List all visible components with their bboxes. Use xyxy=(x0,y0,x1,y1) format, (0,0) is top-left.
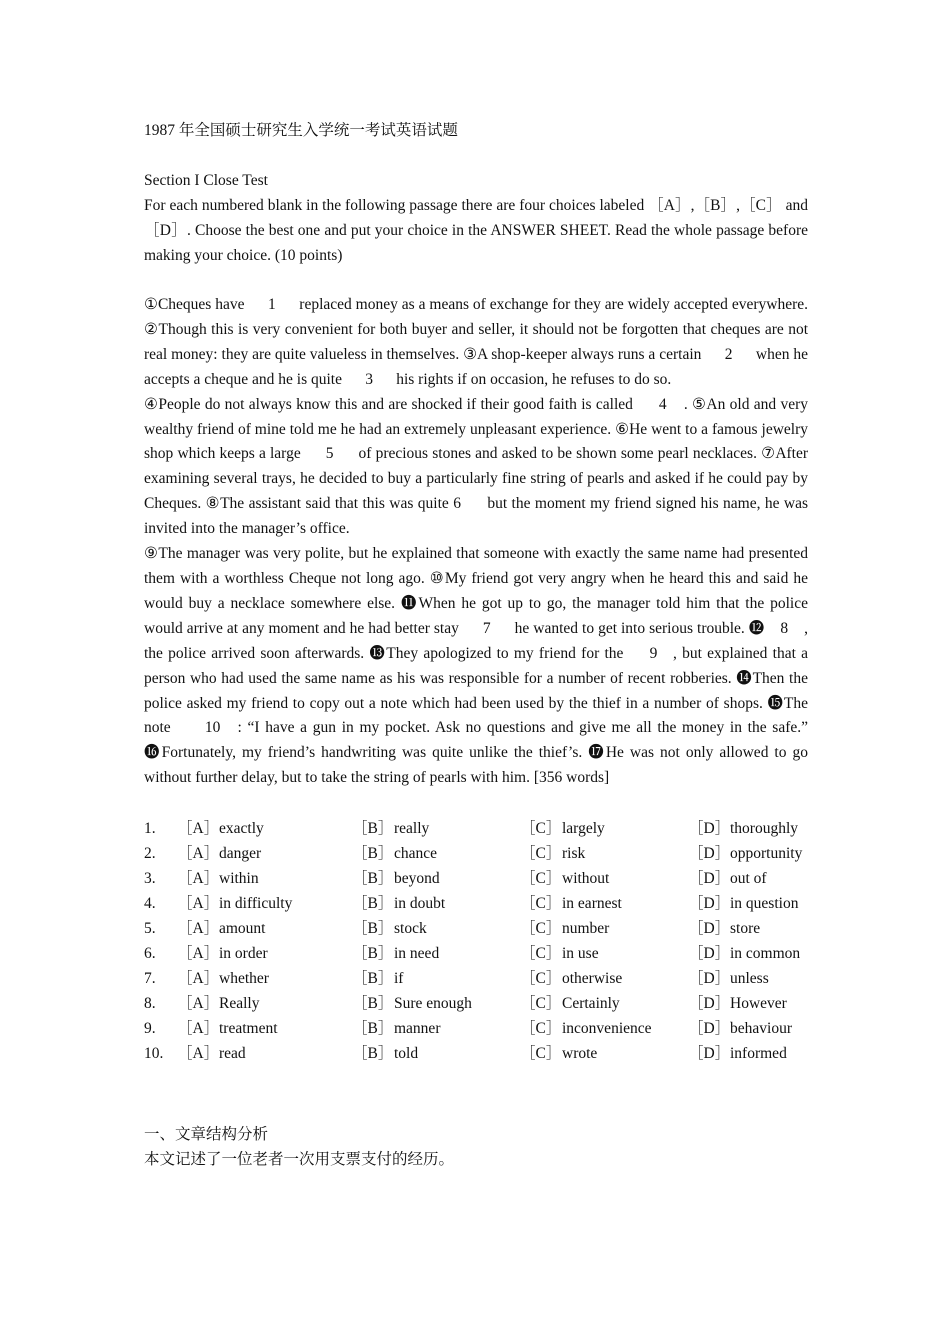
option-text: unless xyxy=(730,970,769,988)
choice-row xyxy=(144,941,802,966)
option-a xyxy=(177,1041,352,1066)
option-label: ［C］ xyxy=(520,1045,562,1063)
option-text: informed xyxy=(730,1045,787,1063)
option-text: chance xyxy=(394,845,438,863)
passage-text: but the moment my friend signed his name, he was invited into the manager’s office. xyxy=(144,495,809,538)
option-label: ［A］ xyxy=(177,870,220,888)
blank-2: 2 xyxy=(724,345,733,363)
option-label: ［D］ xyxy=(688,1045,731,1063)
option-c xyxy=(520,841,688,866)
passage-text: , but explained that a person who had used the same name as his was responsible for a number of recent robberies. ⓮Then the police asked my friend to copy out a note which had been used by the thief in a number of shops. ⓯The note xyxy=(144,644,809,737)
question-number: 6. xyxy=(144,945,156,963)
option-label: ［D］ xyxy=(688,920,731,938)
option-label: ［A］ xyxy=(177,970,220,988)
option-label: ［A］ xyxy=(177,845,220,863)
option-label: ［B］ xyxy=(352,820,394,838)
option-label: ［A］ xyxy=(177,820,220,838)
option-text: largely xyxy=(562,820,605,838)
option-c xyxy=(520,1016,688,1041)
option-c xyxy=(520,916,688,941)
section-heading: Section I Close Test xyxy=(144,172,268,189)
option-text: if xyxy=(394,970,404,988)
option-label: ［D］ xyxy=(688,820,731,838)
blank-6: 6 xyxy=(453,495,461,513)
option-c xyxy=(520,1041,688,1066)
option-text: number xyxy=(562,920,610,938)
option-label: ［C］ xyxy=(520,820,562,838)
option-a xyxy=(177,1016,352,1041)
option-text: risk xyxy=(562,845,586,863)
option-text: store xyxy=(730,920,761,938)
option-text: wrote xyxy=(562,1045,598,1063)
choice-row xyxy=(144,916,802,941)
option-a xyxy=(177,966,352,991)
option-text: in order xyxy=(219,945,268,963)
option-text: manner xyxy=(394,1020,441,1038)
option-label: ［C］ xyxy=(520,945,562,963)
question-number: 10. xyxy=(144,1045,164,1063)
option-label: ［A］ xyxy=(177,945,220,963)
option-text: otherwise xyxy=(562,970,623,988)
passage-text: replaced money as a means of exchange for they are widely accepted everywhere. ②Though this is very convenient for both buyer and seller, it should not be forgotten that cheques are not real money: they are quite valueless in themselves. ③A shop-keeper always runs a certain xyxy=(144,296,809,363)
analysis-heading: 一、文章结构分析 xyxy=(144,1126,269,1144)
option-label: ［C］ xyxy=(520,995,562,1013)
question-number: 5. xyxy=(144,920,156,938)
passage-text: ④People do not always know this and are shocked if their good faith is called xyxy=(144,395,633,413)
option-text: in question xyxy=(730,895,799,913)
option-label: ［C］ xyxy=(520,870,562,888)
option-b xyxy=(352,866,520,891)
blank-10: 10 xyxy=(204,719,221,737)
option-text: beyond xyxy=(394,870,440,888)
option-b xyxy=(352,841,520,866)
option-label: ［B］ xyxy=(352,895,394,913)
passage-text: when he accepts a cheque and he is quite xyxy=(144,345,809,388)
option-label: ［B］ xyxy=(352,845,394,863)
option-d xyxy=(688,891,802,916)
blank-4: 4 xyxy=(658,395,667,413)
option-label: ［B］ xyxy=(352,995,394,1013)
choice-row xyxy=(144,816,802,841)
option-text: whether xyxy=(219,970,269,988)
option-label: ［B］ xyxy=(352,1020,394,1038)
option-a xyxy=(177,816,352,841)
option-a xyxy=(177,916,352,941)
option-text: in use xyxy=(562,945,599,963)
option-c xyxy=(520,891,688,916)
option-c xyxy=(520,966,688,991)
option-text: Really xyxy=(219,995,260,1013)
option-a xyxy=(177,941,352,966)
option-label: ［C］ xyxy=(520,970,562,988)
option-text: stock xyxy=(394,920,427,938)
choice-row xyxy=(144,991,802,1016)
option-text: thoroughly xyxy=(730,820,799,838)
option-label: ［B］ xyxy=(352,1045,394,1063)
option-text: treatment xyxy=(219,1020,278,1038)
option-label: ［D］ xyxy=(688,870,731,888)
question-number: 2. xyxy=(144,845,156,863)
option-text: in difficulty xyxy=(219,895,293,913)
question-number: 9. xyxy=(144,1020,156,1038)
option-a xyxy=(177,891,352,916)
option-b xyxy=(352,941,520,966)
choice-row xyxy=(144,1016,802,1041)
option-b xyxy=(352,916,520,941)
option-a xyxy=(177,841,352,866)
option-label: ［D］ xyxy=(688,945,731,963)
passage-paragraph-3 xyxy=(144,542,808,791)
option-label: ［D］ xyxy=(688,895,731,913)
passage-text: , the police arrived soon afterwards. ⓭They apologized to my friend for the xyxy=(144,619,809,662)
blank-5: 5 xyxy=(325,445,334,463)
choice-row xyxy=(144,966,802,991)
option-label: ［D］ xyxy=(688,1020,731,1038)
option-d xyxy=(688,816,802,841)
option-label: ［C］ xyxy=(520,895,562,913)
option-c xyxy=(520,941,688,966)
option-c xyxy=(520,816,688,841)
option-label: ［D］ xyxy=(688,845,731,863)
option-a xyxy=(177,866,352,891)
option-text: within xyxy=(219,870,259,888)
blank-9: 9 xyxy=(649,644,658,662)
analysis-text: 本文记述了一位老者一次用支票支付的经历。 xyxy=(144,1151,455,1169)
option-label: ［A］ xyxy=(177,995,220,1013)
option-b xyxy=(352,1016,520,1041)
option-text: However xyxy=(730,995,787,1013)
option-d xyxy=(688,866,802,891)
option-label: ［B］ xyxy=(352,970,394,988)
option-text: really xyxy=(394,820,430,838)
option-b xyxy=(352,991,520,1016)
option-d xyxy=(688,841,802,866)
blank-1: 1 xyxy=(268,296,276,313)
option-b xyxy=(352,816,520,841)
question-number: 4. xyxy=(144,895,156,913)
option-text: exactly xyxy=(219,820,264,838)
option-d xyxy=(688,991,802,1016)
exam-title: 1987 年全国硕士研究生入学统一考试英语试题 xyxy=(144,122,458,139)
option-label: ［A］ xyxy=(177,1045,220,1063)
option-label: ［C］ xyxy=(520,920,562,938)
option-a xyxy=(177,991,352,1016)
question-number: 8. xyxy=(144,995,156,1013)
choice-row xyxy=(144,891,802,916)
option-b xyxy=(352,1041,520,1066)
blank-3: 3 xyxy=(365,370,373,388)
choices-table xyxy=(144,816,802,1066)
option-c xyxy=(520,866,688,891)
option-d xyxy=(688,941,802,966)
option-text: told xyxy=(394,1045,419,1063)
option-text: Certainly xyxy=(562,995,620,1013)
option-c xyxy=(520,991,688,1016)
option-d xyxy=(688,966,802,991)
option-text: opportunity xyxy=(730,845,803,863)
option-label: ［D］ xyxy=(688,995,731,1013)
choice-row xyxy=(144,1041,802,1066)
passage-text: he wanted to get into serious trouble. ⓬ xyxy=(514,619,765,637)
passage-text: ⑨The manager was very polite, but he explained that someone with exactly the same name had presented them with a worthless Cheque not long ago. ⑩My friend got very angry when he heard this and said he would buy a necklace somewhere else. ⓫When he got up to go, the manager told him that the police would arrive at any moment and he had better stay xyxy=(144,545,808,637)
passage-text: : “I have a gun in my pocket. Ask no questions and give me all the money in the safe.” ⓰Fortunately, my friend’s handwriting was quite unlike the thief’s. ⓱He was not only allowed to go without further delay, but to take the string of pearls with him. [356 words] xyxy=(144,719,808,787)
choice-row xyxy=(144,866,802,891)
option-text: in need xyxy=(394,945,440,963)
option-label: ［D］ xyxy=(688,970,731,988)
option-text: without xyxy=(562,870,610,888)
option-label: ［B］ xyxy=(352,870,394,888)
option-b xyxy=(352,891,520,916)
option-text: in doubt xyxy=(394,895,446,913)
option-text: behaviour xyxy=(730,1020,792,1038)
option-text: in common xyxy=(730,945,801,963)
option-label: ［B］ xyxy=(352,945,394,963)
option-label: ［C］ xyxy=(520,845,562,863)
option-text: in earnest xyxy=(562,895,622,913)
choice-row xyxy=(144,841,802,866)
option-d xyxy=(688,916,802,941)
option-label: ［A］ xyxy=(177,895,220,913)
passage-text: . ⑤An old and very wealthy friend of mine told me he had an extremely unpleasant experience. ⑥He went to a famous jewelry shop which keeps a large xyxy=(144,395,809,463)
option-label: ［B］ xyxy=(352,920,394,938)
document-content xyxy=(144,118,808,1172)
option-text: inconvenience xyxy=(562,1020,652,1038)
option-label: ［C］ xyxy=(520,1020,562,1038)
blank-7: 7 xyxy=(482,619,491,637)
option-text: out of xyxy=(730,870,767,888)
option-d xyxy=(688,1041,802,1066)
analysis-section xyxy=(144,1122,808,1172)
passage-text: ①Cheques have xyxy=(144,296,245,313)
section-instructions: For each numbered blank in the following passage there are four choices labeled ［A］,［B］,［C］ and ［D］. Choose the best one and put your choice in the ANSWER SHEET. Read the whole passage before making your choice. (10 points) xyxy=(144,197,808,264)
passage-paragraph-2 xyxy=(144,393,808,542)
option-text: Sure enough xyxy=(394,995,472,1013)
option-text: amount xyxy=(219,920,266,938)
passage-text: his rights if on occasion, he refuses to do so. xyxy=(396,370,672,388)
option-b xyxy=(352,966,520,991)
question-number: 7. xyxy=(144,970,156,988)
option-label: ［A］ xyxy=(177,1020,220,1038)
blank-8: 8 xyxy=(780,619,789,637)
passage-paragraph-1 xyxy=(144,293,808,393)
option-d xyxy=(688,1016,802,1041)
question-number: 3. xyxy=(144,870,156,888)
option-text: danger xyxy=(219,845,262,863)
option-text: read xyxy=(219,1045,246,1063)
passage-text: of precious stones and asked to be shown some pearl necklaces. ⑦After examining several trays, he decided to buy a particularly fine string of pearls and asked if he could pay by Cheques. ⑧The assistant said that this was quite xyxy=(144,445,809,513)
question-number: 1. xyxy=(144,820,156,838)
option-label: ［A］ xyxy=(177,920,220,938)
